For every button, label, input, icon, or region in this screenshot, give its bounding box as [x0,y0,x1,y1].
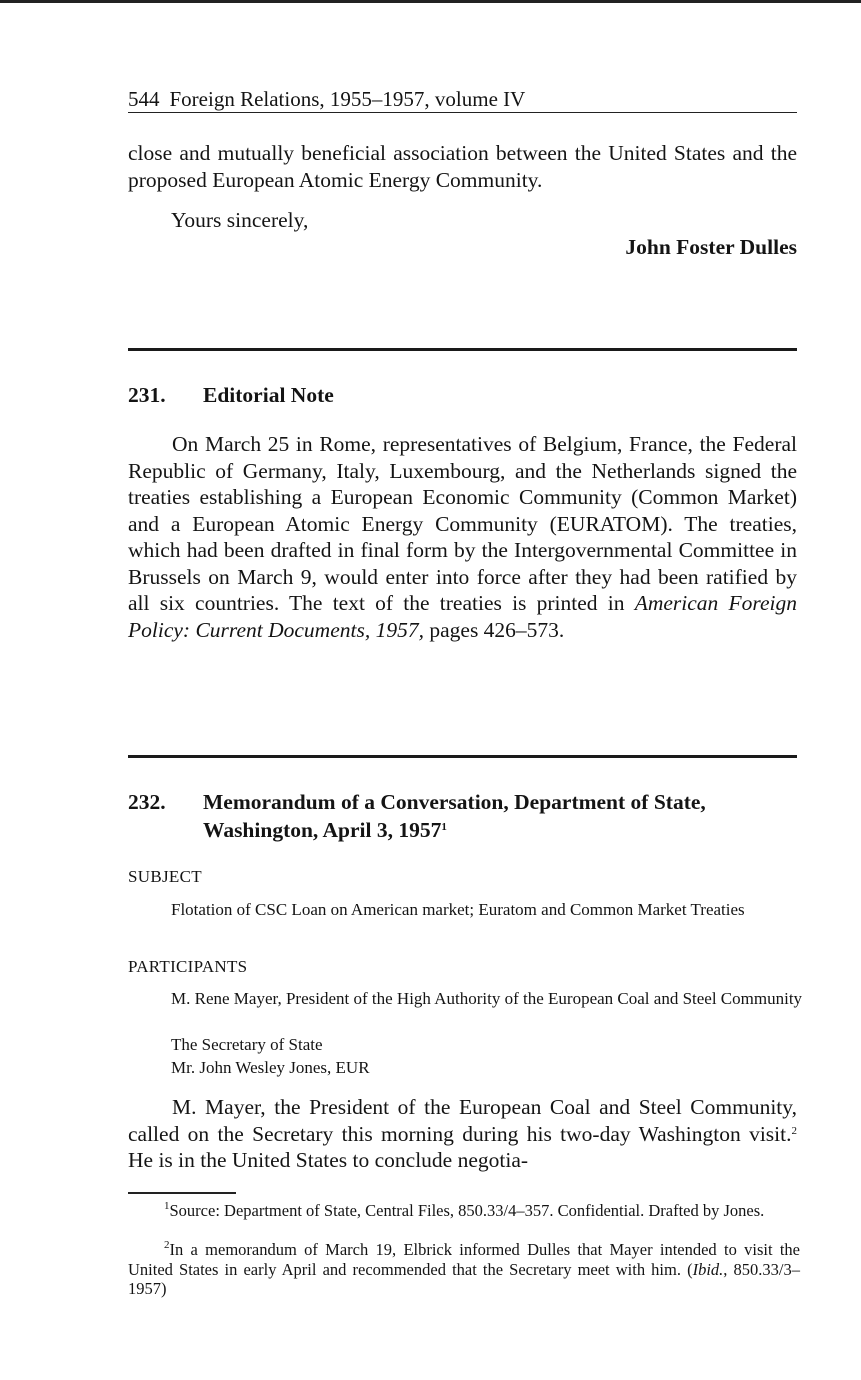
footnote-1 [128,1201,800,1221]
footnote-2-text: In a memorandum of March 19, Elbrick informed Dulles that Mayer intended to visit the United States in early April and recommended that the Secretary meet with him. ( [128,1240,800,1279]
editorial-note-pages: pages 426–573. [423,617,565,642]
participant-item: Mr. John Wesley Jones, EUR [171,1058,370,1077]
editorial-note-citation: American Foreign Policy: Current Documents, 1957, [128,591,797,642]
footnote-2-ibid: Ibid. [692,1259,724,1279]
participants-label: PARTICIPANTS [128,957,248,976]
subject-label: SUBJECT [128,867,202,886]
page-number: 544 [128,87,160,111]
doc-231-title: Editorial Note [203,383,334,407]
memorandum-body [128,1094,797,1174]
footnote-rule [128,1192,236,1194]
running-title: Foreign Relations, 1955–1957, volume IV [169,87,526,111]
footnote-1-mark: 1 [164,1200,170,1212]
continuation-paragraph: close and mutually beneficial association between the United States and the proposed European Atomic Energy Community. [128,141,797,192]
doc-232-title: Memorandum of a Conversation, Department of State, Washington, April 3, 1957 [203,790,706,842]
closing-salutation: Yours sincerely, [171,208,309,232]
footnote-ref-1: 1 [441,821,447,833]
top-border [0,0,861,3]
participant-item: M. Rene Mayer, President of the High Authority of the European Coal and Steel Community [171,989,803,1008]
participant-item: The Secretary of State [171,1035,323,1054]
doc-231-number: 231. [128,383,166,407]
doc-232-title-block [203,788,803,844]
footnote-1-text: Source: Department of State, Central Files, 850.33/4–357. Confidential. Drafted by Jones. [169,1201,765,1220]
memorandum-text-continued: He is in the United States to conclude negotia- [128,1148,529,1172]
section-rule-232 [128,755,797,758]
editorial-note-text: On March 25 in Rome, representatives of Belgium, France, the Federal Republic of Germany, Italy, Luxembourg, and the Netherlands signed the treaties establishing a European Economic Community (Common Market) and a European Atomic Energy Community (EURATOM). The treaties, which had been drafted in final form by the Intergovernmental Committee in Brussels on March 9, would enter into force after they had been ratified by all six countries. The text of the treaties is printed in [128,432,797,615]
footnote-2-end: , 850.33/3–1957) [128,1259,800,1298]
editorial-note-body [128,431,797,643]
signature: John Foster Dulles [625,235,797,259]
section-rule-231 [128,348,797,351]
memorandum-text: M. Mayer, the President of the European Coal and Steel Community, called on the Secretary this morning during his two-day Washington visit. [128,1095,797,1146]
subject-text: Flotation of CSC Loan on American market; Euratom and Common Market Treaties [171,900,745,919]
doc-232-number: 232. [128,790,166,814]
footnote-2-mark: 2 [164,1239,170,1251]
footnote-ref-2: 2 [791,1124,797,1137]
footnote-2 [128,1240,800,1299]
running-header [128,86,797,113]
